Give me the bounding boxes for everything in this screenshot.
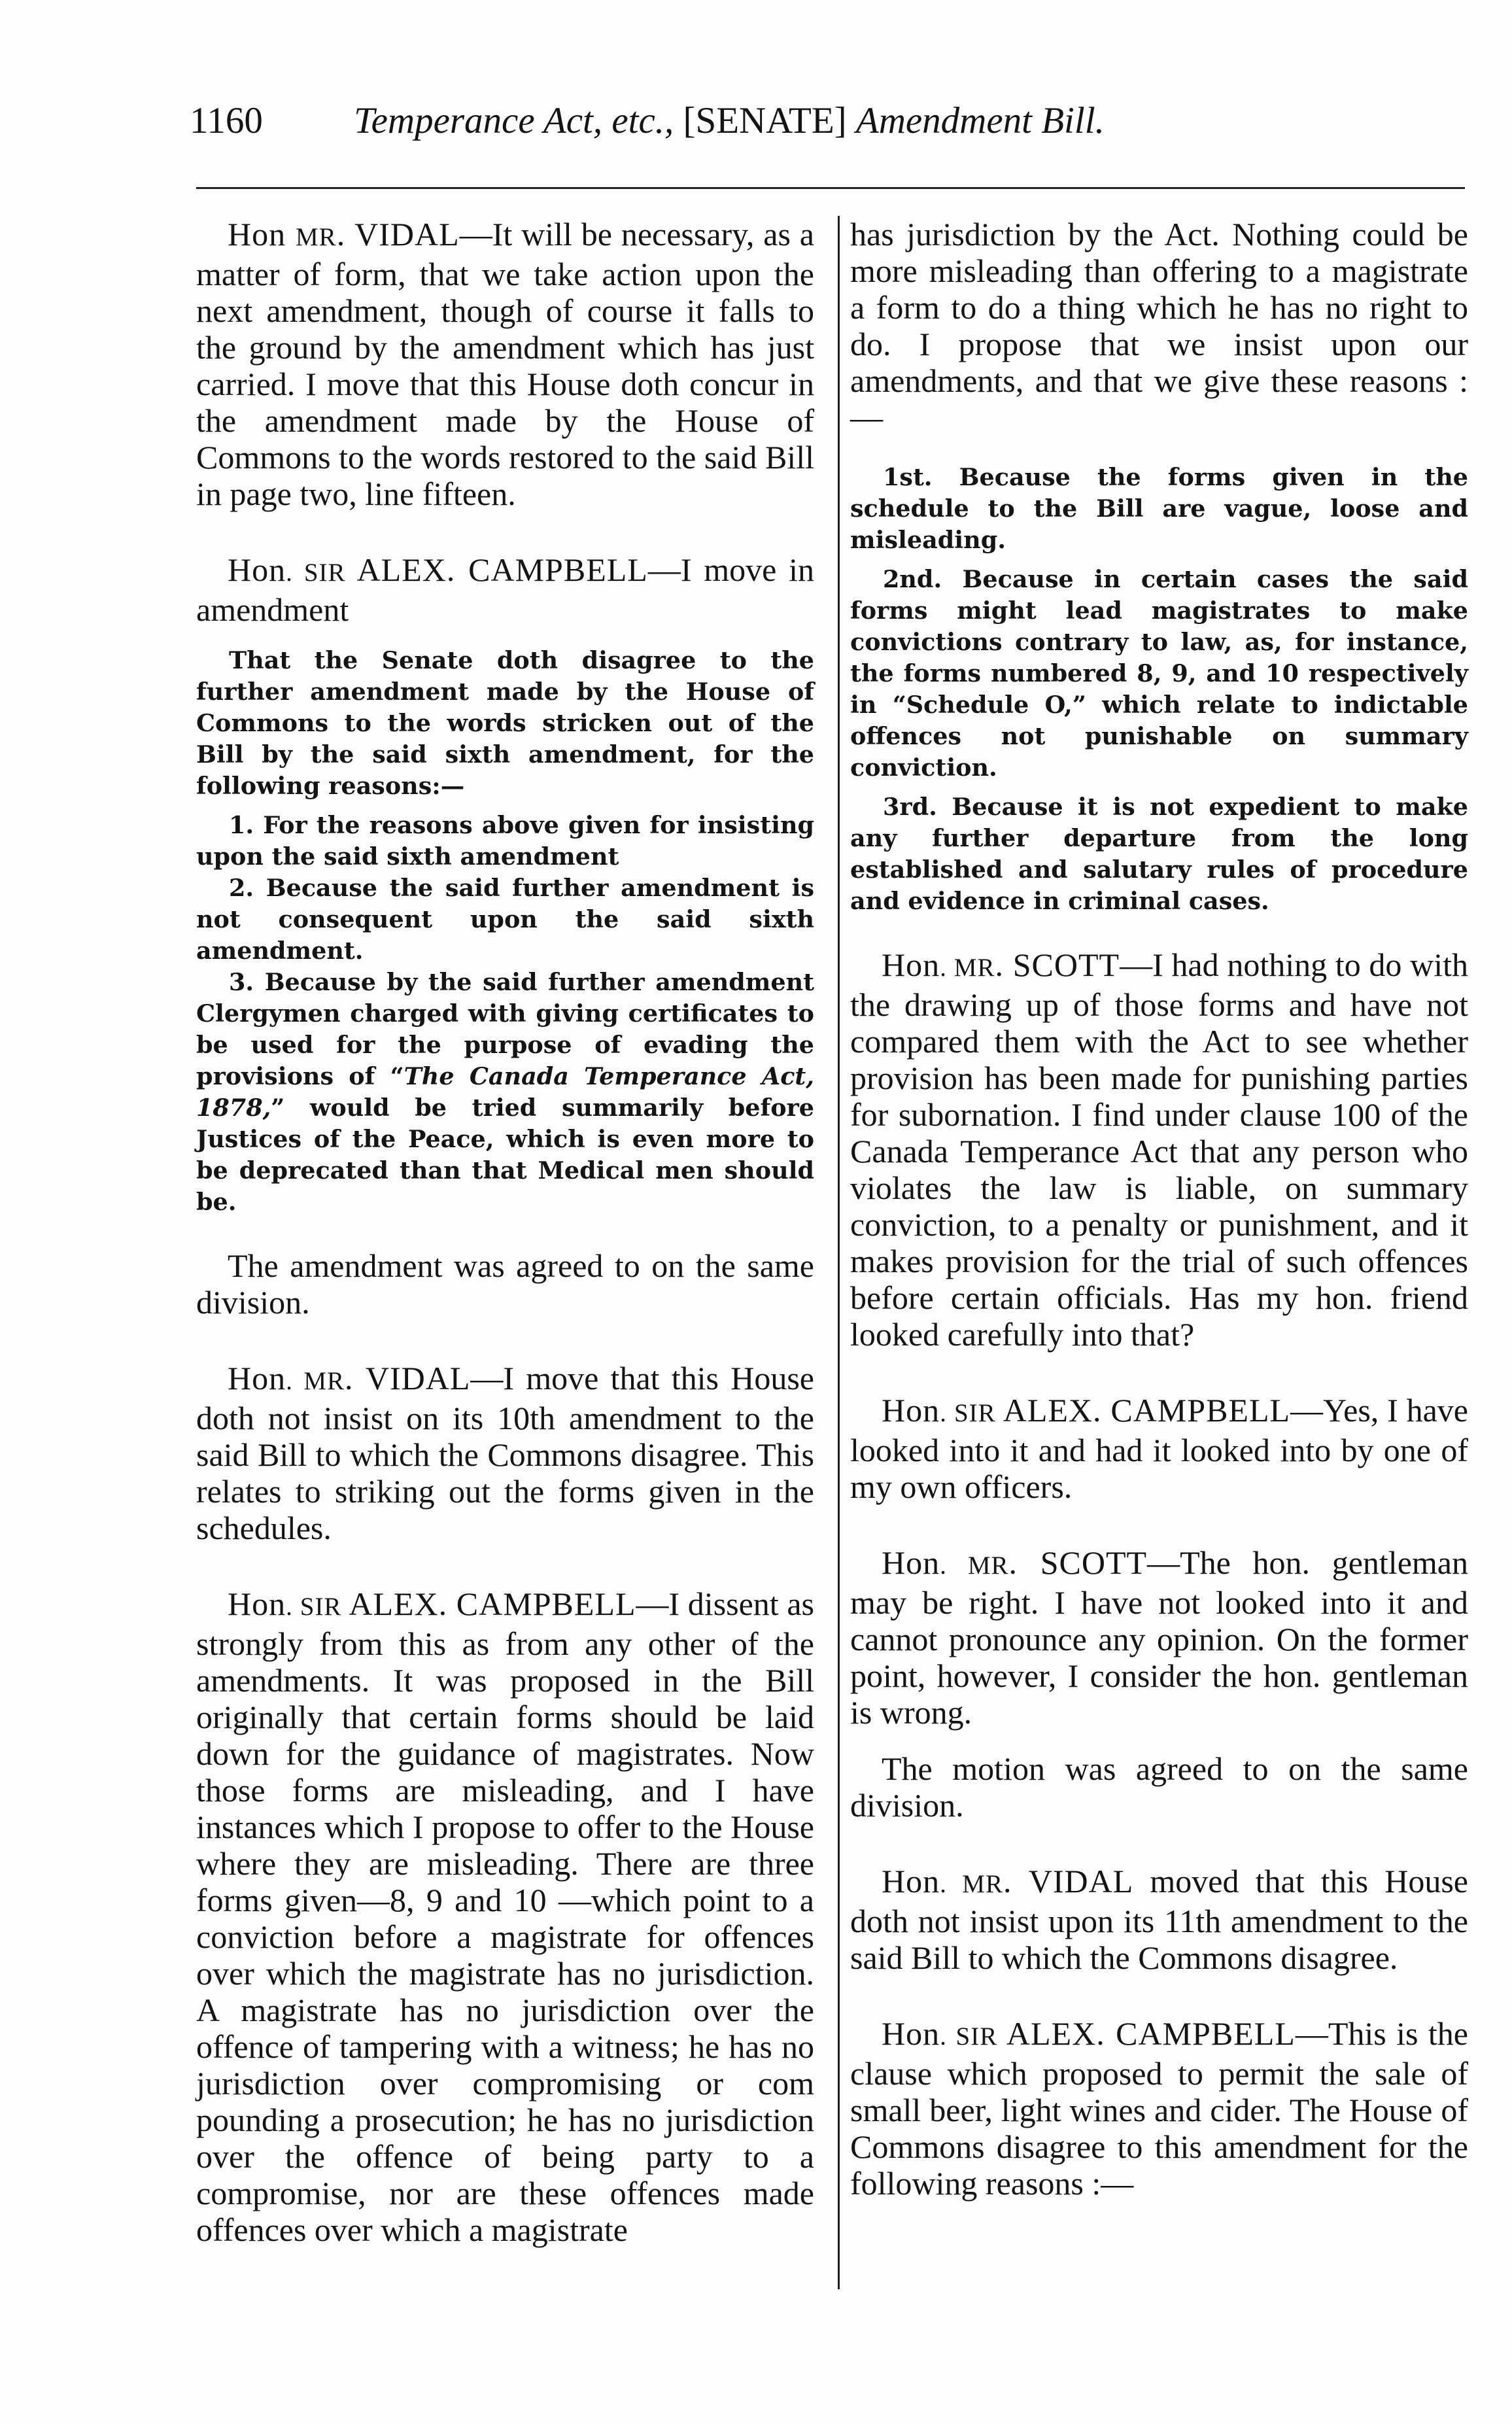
senate-reasons-motion	[850, 462, 1468, 917]
speech-campbell-3	[850, 1392, 1468, 1505]
speech-text: moved that this House doth not insist upon its 11th amendment to the said Bill to which the Commons disagree.	[850, 1863, 1468, 1976]
motion-reason-2: 2. Because the said further amendment is not consequent upon the said sixth amendment.	[196, 874, 814, 965]
speech-text: —I had nothing to do with the drawing up of those forms and have not compared them with the Act to see whether provision has been made for punishing parties for subornation. I find under clause 100 of the Canada Temperance Act that any person who violates the law is liable, on summary conviction, to a penalty or punishment, and it makes provision for the trial of such offences before certain officials. Has my hon. friend looked carefully into that?	[850, 946, 1468, 1353]
speech-text: —I dissent as strongly from this as from any other of the amendments. It was proposed in the Bill originally that certain forms should be laid down for the guidance of magistrates. Now those forms are misleading, and I have instances which I propose to offer to the House where they are misleading. There are three forms given—8, 9 and 10 —which point to a conviction before a magistrate for offences over which the magistrate has no jurisdiction. A magistrate has no jurisdiction over the offence of tampering with a witness; he has no jurisdiction over compromising or com pounding a prosecution; he has no jurisdiction over the offence of being party to a compromise, nor are these offences made offences over which a magistrate	[196, 1585, 814, 2248]
speech-vidal-3	[850, 1863, 1468, 1976]
left-column	[196, 216, 814, 2287]
speaker-name: Hon. MR. SCOTT	[882, 946, 1120, 983]
right-column	[850, 216, 1468, 2241]
division-result-2: The motion was agreed to on the same division.	[850, 1750, 1468, 1824]
header-title-part-1: Temperance Act, etc.,	[354, 100, 674, 141]
motion-reason-3rd: 3rd. Because it is not expedient to make any further departure from the long established and salutary rules of procedure and evidence in criminal cases.	[850, 793, 1468, 915]
motion-intro: That the Senate doth disagree to the further amendment made by the House of Commons to the words stricken out of the Bill by the said sixth amendment, for the following reasons:—	[196, 646, 814, 800]
speech-vidal-2	[196, 1360, 814, 1546]
column-divider	[838, 216, 840, 2289]
speaker-name: Hon. MR. SCOTT	[882, 1544, 1148, 1581]
speech-text: —This is the clause which proposed to permit the sale of small beer, light wines and cider. The House of Commons disagree to this amendment for the following reasons :—	[850, 2015, 1468, 2202]
header-title-part-2: Amendment Bill.	[855, 100, 1105, 141]
speech-campbell-4	[850, 2015, 1468, 2202]
page-number: 1160	[190, 100, 263, 141]
running-header	[190, 98, 1471, 144]
speech-campbell-2-continued: has jurisdiction by the Act. Nothing could be more misleading than offering to a magistrate a form to do a thing which he has no right to do. I propose that we insist upon our amendments, and that we give these reasons :—	[850, 216, 1468, 436]
speech-text: —Yes, I have looked into it and had it looked into by one of my own officers.	[850, 1392, 1468, 1505]
speaker-name: Hon. MR. VIDAL	[882, 1863, 1134, 1899]
speech-text: —It will be necessary, as a matter of form, that we take action upon the next amendment, though of course it falls to the ground by the amendment which has just carried. I move that this House doth concur in the amendment made by the House of Commons to the words restored to the said Bill in page two, line fifteen.	[196, 216, 815, 512]
speech-text: —I move in amendment	[196, 551, 814, 628]
speech-text: —The hon. gentleman may be right. I have not looked into it and cannot pronounce any opinion. On the former point, however, I consider the hon. gentleman is wrong.	[850, 1544, 1468, 1731]
senate-amendment-motion	[196, 645, 814, 1218]
speaker-name: Hon. SIR ALEX. CAMPBELL	[228, 1585, 636, 1622]
motion-reason-3: 3. Because by the said further amendment Clergymen charged with giving certificates to be used for the purpose of evading the provisions of “The Canada Temperance Act, 1878,” would be tried summarily before Justices of the Peace, which is even more to be deprecated than that Medical men should be.	[196, 968, 814, 1216]
speaker-name: Hon. MR. VIDAL	[228, 1360, 471, 1396]
speech-vidal-1	[196, 216, 814, 512]
act-title: The Canada Temperance Act, 1878,	[196, 1062, 814, 1122]
motion-reason-1: 1. For the reasons above given for insisting upon the said sixth amendment	[196, 811, 814, 871]
speech-campbell-1	[196, 551, 814, 628]
header-rule	[196, 187, 1465, 189]
speaker-name: Hon. SIR ALEX. CAMPBELL	[882, 2015, 1296, 2052]
speaker-name: Hon. SIR ALEX. CAMPBELL	[228, 551, 648, 588]
speaker-name: Hon MR. VIDAL	[228, 216, 460, 252]
division-result-1: The amendment was agreed to on the same division.	[196, 1247, 814, 1321]
speech-text: —I move that this House doth not insist on its 10th amendment to the said Bill to which the Commons disagree. This relates to striking out the forms given in the schedules.	[196, 1360, 814, 1546]
speech-campbell-2	[196, 1585, 814, 2248]
motion-reason-1st: 1st. Because the forms given in the schedule to the Bill are vague, loose and misleading.	[850, 463, 1468, 554]
header-chamber: [SENATE]	[683, 100, 847, 141]
speech-scott-2	[850, 1544, 1468, 1731]
speech-scott-1	[850, 946, 1468, 1353]
speaker-name: Hon. SIR ALEX. CAMPBELL	[882, 1392, 1291, 1428]
motion-reason-2nd: 2nd. Because in certain cases the said forms might lead magistrates to make convictions contrary to law, as, for instance, the forms numbered 8, 9, and 10 respectively in “Schedule O,” which relate to indictable offences not punishable on summary conviction.	[850, 565, 1468, 782]
